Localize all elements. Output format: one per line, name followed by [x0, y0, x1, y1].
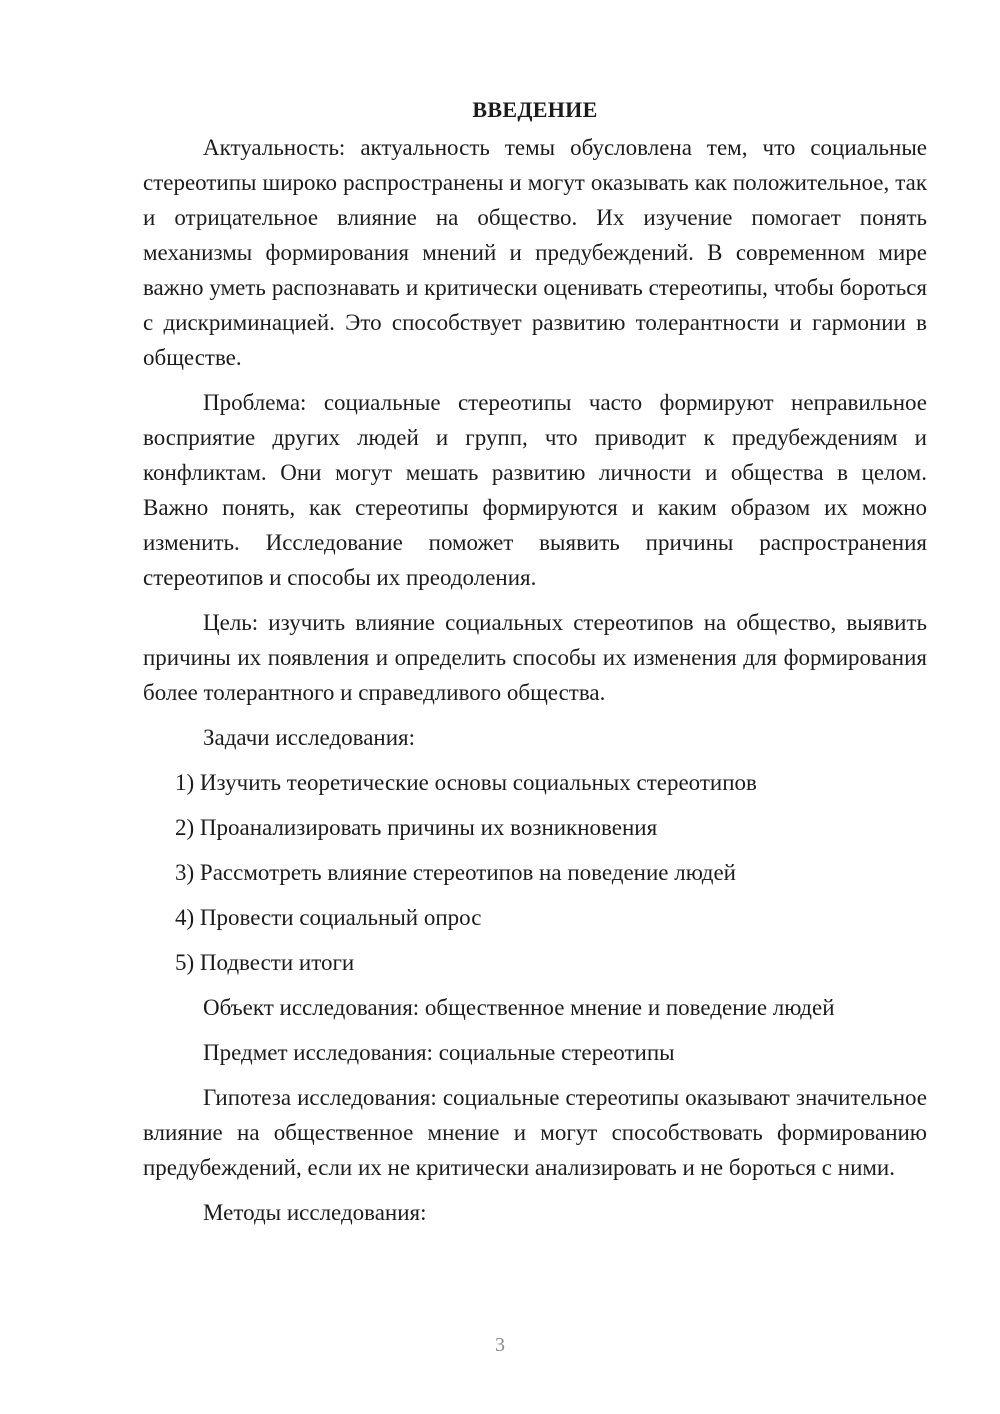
goal-paragraph: Цель: изучить влияние социальных стереотипов на общество, выявить причины их появления и определить способы их изменения для формирования более толерантного и справедливого общества.	[143, 610, 927, 705]
relevance-paragraph: Актуальность: актуальность темы обусловлена тем, что социальные стереотипы широко распространены и могут оказывать как положительное, так и отрицательное влияние на общество. Их изучение помогает понять механизмы формирования мнений и предубеждений. В современном мире важно уметь распознавать и критически оценивать стереотипы, чтобы бороться с дискриминацией. Это способствует развитию толерантности и гармонии в обществе.	[143, 135, 927, 370]
methods-heading: Методы исследования:	[203, 1200, 427, 1225]
research-subject: Предмет исследования: социальные стереотипы	[203, 1040, 675, 1065]
hypothesis-paragraph: Гипотеза исследования: социальные стереотипы оказывают значительное влияние на общественное мнение и могут способствовать формированию предубеждений, если их не критически анализировать и не бороться с ними.	[143, 1085, 927, 1180]
task-item: 2) Проанализировать причины их возникновения	[175, 815, 658, 840]
page-content	[143, 94, 927, 1240]
task-item: 5) Подвести итоги	[175, 950, 355, 975]
task-item: 1) Изучить теоретические основы социальных стереотипов	[175, 770, 757, 795]
research-object: Объект исследования: общественное мнение и поведение людей	[203, 995, 835, 1020]
task-item: 3) Рассмотреть влияние стереотипов на поведение людей	[175, 860, 736, 885]
tasks-list	[143, 765, 927, 980]
tasks-heading: Задачи исследования:	[203, 725, 416, 750]
task-item: 4) Провести социальный опрос	[175, 905, 482, 930]
page-number: 3	[495, 1334, 505, 1356]
problem-paragraph: Проблема: социальные стереотипы часто формируют неправильное восприятие других людей и групп, что приводит к предубеждениям и конфликтам. Они могут мешать развитию личности и общества в целом. Важно понять, как стереотипы формируются и каким образом их можно изменить. Исследование поможет выявить причины распространения стереотипов и способы их преодоления.	[143, 390, 927, 590]
page-title: ВВЕДЕНИЕ	[472, 97, 598, 122]
